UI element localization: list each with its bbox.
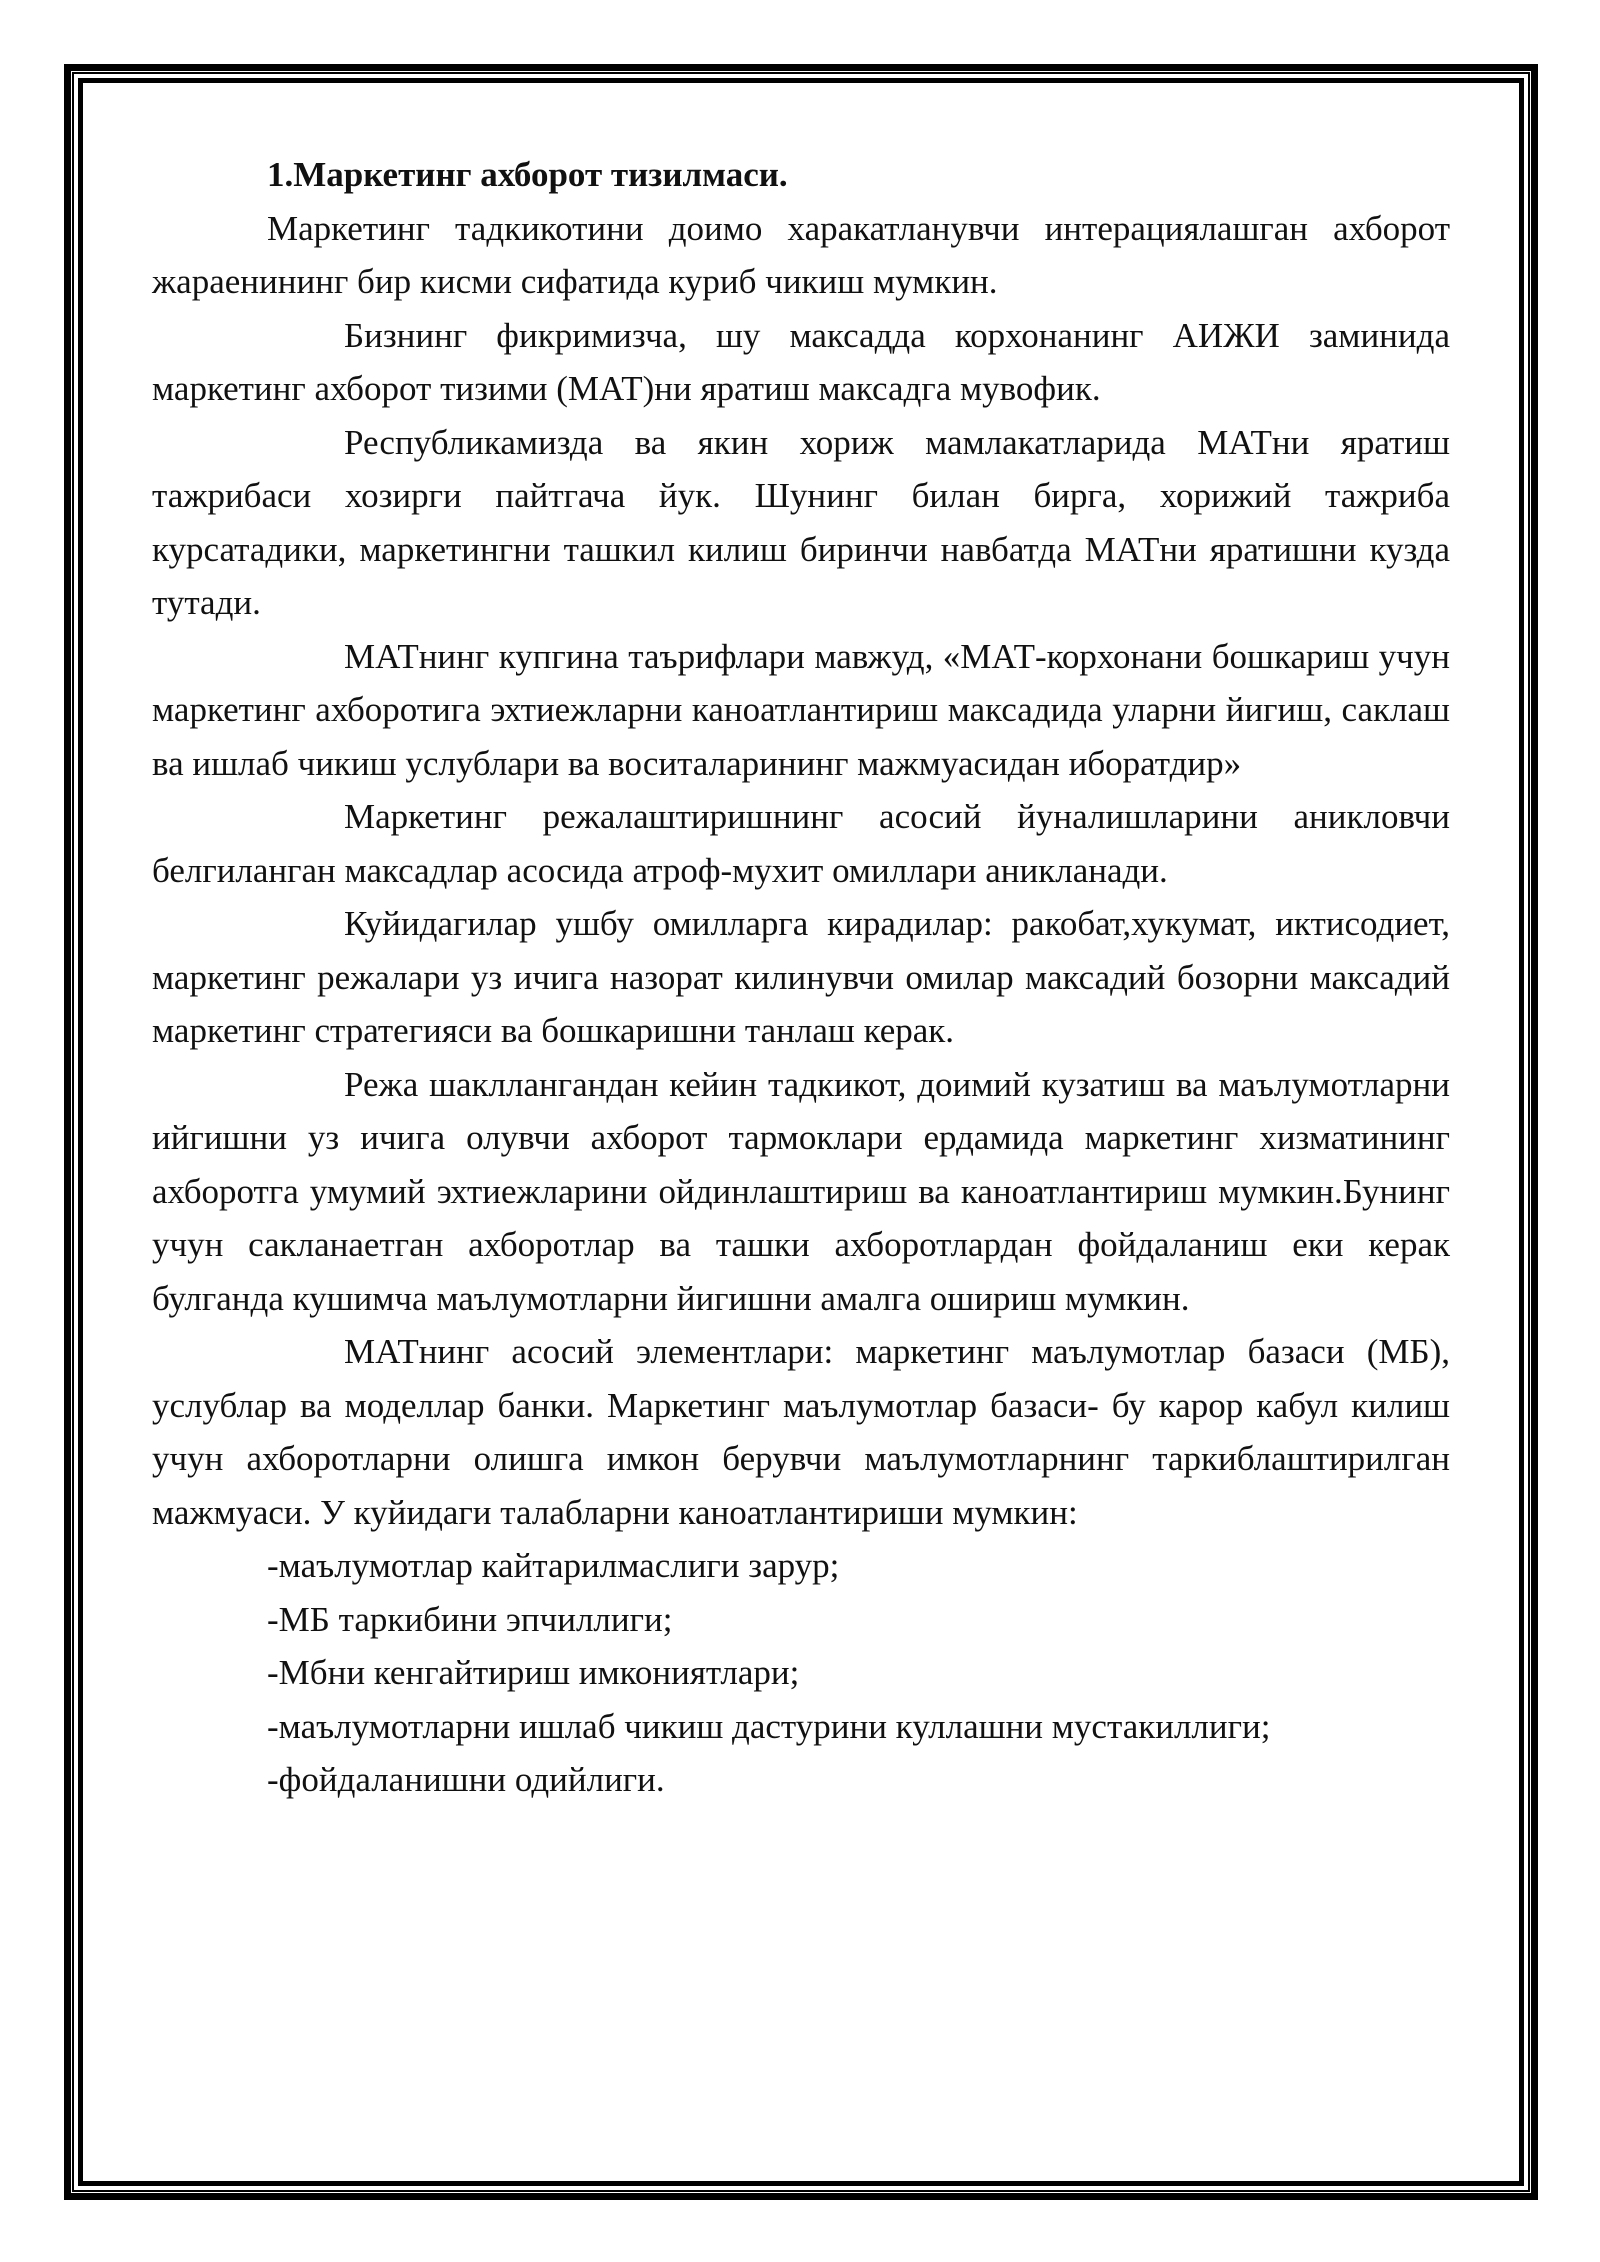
paragraph-8: МАТнинг асосий элементлари: маркетинг маълумотлар базаси (МБ), услублар ва моделлар банки. Маркетинг маълумотлар базаси- бу карор кабул килиш учун ахборотларни олишга имкон берувчи маълумотларнинг таркиблаштирилган мажмуаси. У куйидаги талабларни каноатлантириши мумкин: — [152, 1332, 1450, 1532]
list-item: -Мбни кенгайтириш имкониятлари; — [267, 1653, 800, 1692]
paragraph-6: Куйидагилар ушбу омилларга кирадилар: ракобат,хукумат, иктисодиет, маркетинг режалари уз ичига назорат килинувчи омилар максадий бозорни максадий маркетинг стратегияси ва бошкаришни танлаш керак. — [152, 904, 1450, 1050]
paragraph-1: Маркетинг тадкикотини доимо харакатланувчи интерациялашган ахборот жараенининг бир кисми сифатида куриб чикиш мумкин. — [152, 208, 1450, 301]
paragraph-2: Бизнинг фикримизча, шу максадда корхонанинг АИЖИ заминида маркетинг ахборот тизими (МАТ)ни яратиш максадга мувофик. — [152, 315, 1450, 408]
paragraph-3: Республикамизда ва якин хориж мамлакатларида МАТни яратиш тажрибаси хозирги пайтгача йук. Шунинг билан бирга, хорижий тажриба курсатадики, маркетингни ташкил килиш биринчи навбатда МАТни яратишни кузда тутади. — [152, 422, 1450, 622]
list-item: -маълумотлар кайтарилмаслиги зарур; — [267, 1546, 840, 1585]
list-item: -МБ таркибини эпчиллиги; — [267, 1599, 673, 1639]
paragraph-4: МАТнинг купгина таърифлари мавжуд, «МАТ-корхонани бошкариш учун маркетинг ахборотига эхтиежларни каноатлантириш максадида уларни йигиш, саклаш ва ишлаб чикиш услублари ва воситаларининг мажмуасидан иборатдир» — [152, 636, 1450, 783]
paragraph-5: Маркетинг режалаштиришнинг асосий йуналишларини аникловчи белгиланган максадлар асосида атроф-мухит омиллари аникланади. — [152, 797, 1450, 890]
document-body — [152, 148, 1450, 1807]
list-item: -маълумотларни ишлаб чикиш дастурини куллашни мустакиллиги; — [267, 1706, 1271, 1746]
paragraph-7: Режа шакллангандан кейин тадкикот, доимий кузатиш ва маълумотларни ийгишни уз ичига олувчи ахборот тармоклари ердамида маркетинг хизматининг ахборотга умумий эхтиежларини ойдинлаштириш ва каноатлантириш мумкин.Бунинг учун сакланаетган ахборотлар ва ташки ахборотлардан фойдаланиш еки керак булганда кушимча маълумотларни йигишни амалга ошириш мумкин. — [152, 1064, 1450, 1318]
list-item: -фойдаланишни одийлиги. — [267, 1760, 665, 1799]
document-title: 1.Маркетинг ахборот тизилмаси. — [267, 155, 788, 194]
